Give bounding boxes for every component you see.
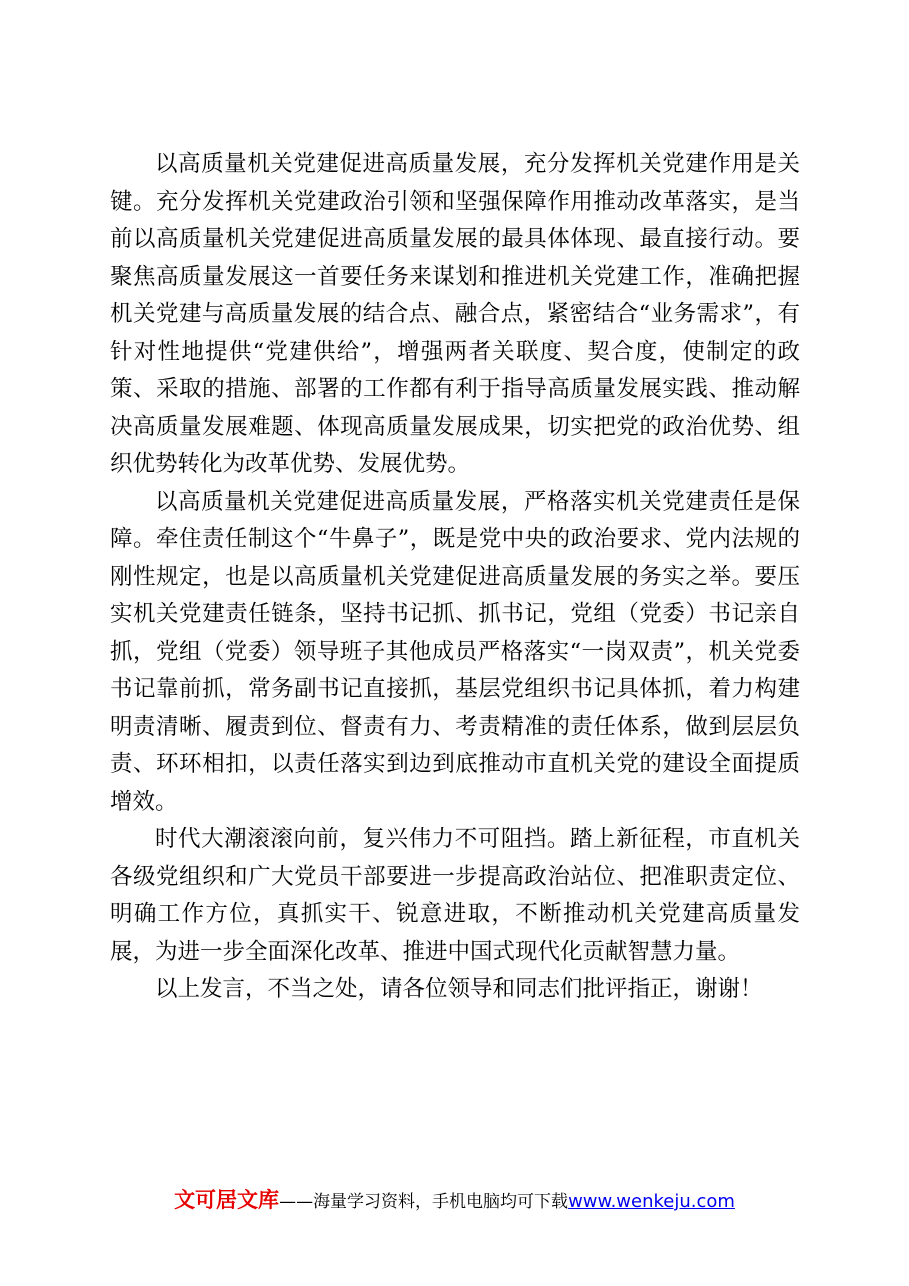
paragraph: 时代大潮滚滚向前，复兴伟力不可阻挡。踏上新征程，市直机关各级党组织和广大党员干部要进一步提高政治站位、把准职责定位、明确工作方位，真抓实干、锐意进取，不断推动机关党建高质量发展，为进一步全面深化改革、推进中国式现代化贡献智慧力量。 <box>110 826 800 965</box>
paragraph: 以高质量机关党建促进高质量发展，严格落实机关党建责任是保障。牵住责任制这个“牛鼻子”，既是党中央的政治要求、党内法规的刚性规定，也是以高质量机关党建促进高质量发展的务实之举。要压实机关党建责任链条，坚持书记抓、抓书记，党组（党委）书记亲自抓，党组（党委）领导班子其他成员严格落实“一岗双责”，机关党委书记靠前抓，常务副书记直接抓，基层党组织书记具体抓，着力构建明责清晰、履责到位、督责有力、考责精准的责任体系，做到层层负责、环环相扣，以责任落实到边到底推动市直机关党的建设全面提质增效。 <box>110 488 800 815</box>
footer-website-link[interactable]: www.wenkeju.com <box>568 1191 735 1212</box>
paragraph: 以上发言，不当之处，请各位领导和同志们批评指正，谢谢！ <box>155 976 763 1002</box>
page-footer <box>0 1184 909 1214</box>
footer-brand: 文可居文库 <box>174 1188 280 1212</box>
footer-slogan: ——海量学习资料，手机电脑均可下载 <box>279 1192 569 1212</box>
document-body <box>110 146 800 1009</box>
paragraph: 以高质量机关党建促进高质量发展，充分发挥机关党建作用是关键。充分发挥机关党建政治引领和坚强保障作用推动改革落实，是当前以高质量机关党建促进高质量发展的最具体体现、最直接行动。要聚焦高质量发展这一首要任务来谋划和推进机关党建工作，准确把握机关党建与高质量发展的结合点、融合点，紧密结合“业务需求”，有针对性地提供“党建供给”，增强两者关联度、契合度，使制定的政策、采取的措施、部署的工作都有利于指导高质量发展实践、推动解决高质量发展难题、体现高质量发展成果，切实把党的政治优势、组织优势转化为改革优势、发展优势。 <box>110 151 800 477</box>
